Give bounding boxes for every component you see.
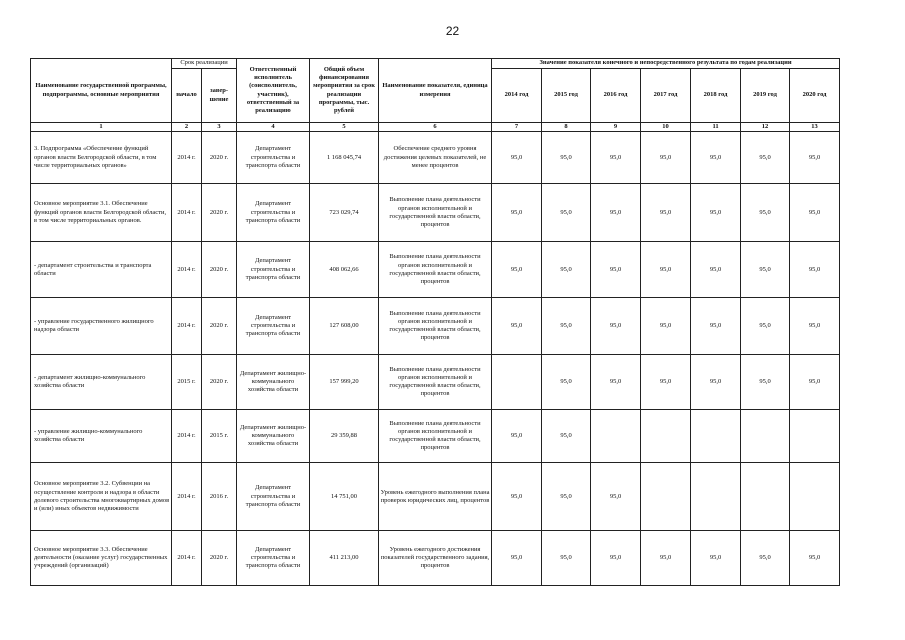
row-year-value: 95,0: [691, 132, 741, 184]
row-year-value: 95,0: [542, 463, 591, 531]
row-end: 2020 г.: [202, 298, 237, 355]
row-year-value: 95,0: [790, 242, 840, 298]
page-number: 22: [445, 24, 460, 38]
row-year-value: 95,0: [790, 132, 840, 184]
row-year-value: 95,0: [691, 298, 741, 355]
column-number: 10: [641, 123, 691, 132]
row-name: - управление жилищно-коммунального хозяйства области: [31, 410, 172, 463]
row-end: 2020 г.: [202, 355, 237, 410]
row-responsible: Департамент строительства и транспорта области: [237, 298, 310, 355]
row-year-value: 95,0: [790, 298, 840, 355]
row-year-value: 95,0: [591, 355, 641, 410]
row-start: 2014 г.: [172, 184, 202, 242]
row-start: 2014 г.: [172, 531, 202, 586]
row-year-value: 95,0: [691, 242, 741, 298]
row-year-value: [691, 410, 741, 463]
header-year: 2017 год: [641, 69, 691, 123]
row-year-value: [591, 410, 641, 463]
column-number: 5: [310, 123, 379, 132]
header-year: 2020 год: [790, 69, 840, 123]
row-start: 2015 г.: [172, 355, 202, 410]
row-year-value: 95,0: [790, 355, 840, 410]
row-financing: 29 359,88: [310, 410, 379, 463]
row-name: Основное мероприятие 3.1. Обеспечение функций органов власти Белгородской области, в том числе территориальных органов.: [31, 184, 172, 242]
table-row: [31, 463, 840, 531]
row-year-value: 95,0: [492, 184, 542, 242]
row-year-value: 95,0: [641, 531, 691, 586]
row-financing: 14 751,00: [310, 463, 379, 531]
header-row-1: [31, 59, 840, 69]
row-year-value: 95,0: [591, 184, 641, 242]
header-year: 2019 год: [741, 69, 790, 123]
column-number: 7: [492, 123, 542, 132]
header-year: 2015 год: [542, 69, 591, 123]
column-number: 12: [741, 123, 790, 132]
column-number: 3: [202, 123, 237, 132]
column-number: 1: [31, 123, 172, 132]
row-indicator: Выполнение плана деятельности органов исполнительной и государственной власти области, процентов: [379, 410, 492, 463]
header-year: 2018 год: [691, 69, 741, 123]
row-responsible: Департамент строительства и транспорта области: [237, 463, 310, 531]
row-year-value: 95,0: [741, 298, 790, 355]
row-indicator: Обеспечение среднего уровня достижения целевых показателей, не менее процентов: [379, 132, 492, 184]
row-end: 2020 г.: [202, 184, 237, 242]
row-year-value: [741, 463, 790, 531]
column-number: 9: [591, 123, 641, 132]
row-year-value: [741, 410, 790, 463]
row-end: 2020 г.: [202, 531, 237, 586]
row-year-value: [492, 355, 542, 410]
row-year-value: 95,0: [591, 531, 641, 586]
table-row: [31, 184, 840, 242]
row-year-value: 95,0: [591, 463, 641, 531]
column-number: 2: [172, 123, 202, 132]
row-year-value: 95,0: [790, 531, 840, 586]
row-indicator: Выполнение плана деятельности органов исполнительной и государственной власти области, процентов: [379, 355, 492, 410]
column-number: 6: [379, 123, 492, 132]
row-indicator: Выполнение плана деятельности органов исполнительной и государственной власти области, процентов: [379, 298, 492, 355]
row-financing: 157 999,20: [310, 355, 379, 410]
row-financing: 723 029,74: [310, 184, 379, 242]
table-row: [31, 132, 840, 184]
row-year-value: 95,0: [591, 298, 641, 355]
row-year-value: 95,0: [492, 531, 542, 586]
row-year-value: 95,0: [741, 242, 790, 298]
row-year-value: 95,0: [492, 410, 542, 463]
table-row: [31, 298, 840, 355]
row-year-value: 95,0: [691, 184, 741, 242]
row-year-value: 95,0: [641, 355, 691, 410]
row-year-value: 95,0: [691, 355, 741, 410]
row-financing: 411 213,00: [310, 531, 379, 586]
row-end: 2015 г.: [202, 410, 237, 463]
row-year-value: 95,0: [741, 132, 790, 184]
column-number: 11: [691, 123, 741, 132]
header-name: Наименование государственной программы, подпрограммы, основные мероприятия: [31, 59, 172, 123]
row-end: 2020 г.: [202, 132, 237, 184]
row-indicator: Уровень ежегодного достижения показателей государственного задания, процентов: [379, 531, 492, 586]
row-year-value: [691, 463, 741, 531]
row-year-value: 95,0: [591, 132, 641, 184]
row-start: 2014 г.: [172, 132, 202, 184]
row-responsible: Департамент строительства и транспорта области: [237, 531, 310, 586]
header-period-start: начало: [172, 69, 202, 123]
header-values-group: Значение показателя конечного и непосредственного результата по годам реализации: [492, 59, 840, 69]
row-responsible: Департамент строительства и транспорта области: [237, 184, 310, 242]
row-year-value: 95,0: [741, 531, 790, 586]
row-end: 2016 г.: [202, 463, 237, 531]
row-name: - департамент жилищно-коммунального хозяйства области: [31, 355, 172, 410]
row-year-value: [790, 463, 840, 531]
row-financing: 127 608,00: [310, 298, 379, 355]
column-number: 4: [237, 123, 310, 132]
row-year-value: 95,0: [492, 242, 542, 298]
row-year-value: 95,0: [542, 298, 591, 355]
row-year-value: 95,0: [542, 242, 591, 298]
row-year-value: 95,0: [542, 531, 591, 586]
row-name: Основное мероприятие 3.2. Субвенции на осуществление контроля и надзора в области долевого строительства многоквартирных домов и (или) иных объектов недвижимости: [31, 463, 172, 531]
row-year-value: 95,0: [641, 242, 691, 298]
row-year-value: 95,0: [591, 242, 641, 298]
row-indicator: Уровень ежегодного выполнения плана проверок юридических лиц, процентов: [379, 463, 492, 531]
row-end: 2020 г.: [202, 242, 237, 298]
row-year-value: [790, 410, 840, 463]
column-number: 13: [790, 123, 840, 132]
column-number-row: [31, 123, 840, 132]
column-number: 8: [542, 123, 591, 132]
row-year-value: 95,0: [641, 184, 691, 242]
row-start: 2014 г.: [172, 242, 202, 298]
row-name: - управление государственного жилищного надзора области: [31, 298, 172, 355]
row-year-value: 95,0: [741, 355, 790, 410]
row-start: 2014 г.: [172, 463, 202, 531]
header-responsible: Ответственный исполнитель (соисполнитель, участник), ответственный за реализацию: [237, 59, 310, 123]
row-responsible: Департамент строительства и транспорта области: [237, 242, 310, 298]
row-year-value: 95,0: [641, 132, 691, 184]
table-row: [31, 355, 840, 410]
row-responsible: Департамент строительства и транспорта области: [237, 132, 310, 184]
table-row: [31, 531, 840, 586]
header-indicator: Наименование показателя, единица измерения: [379, 59, 492, 123]
row-year-value: 95,0: [790, 184, 840, 242]
header-period: Срок реализации: [172, 59, 237, 69]
row-year-value: 95,0: [492, 298, 542, 355]
row-year-value: 95,0: [741, 184, 790, 242]
row-year-value: 95,0: [691, 531, 741, 586]
table-row: [31, 242, 840, 298]
program-table: [30, 58, 840, 586]
row-year-value: [641, 410, 691, 463]
row-responsible: Департамент жилищно-коммунального хозяйства области: [237, 410, 310, 463]
row-year-value: 95,0: [542, 184, 591, 242]
row-name: Основное мероприятие 3.3. Обеспечение деятельности (оказание услуг) государственных учреждений (организаций): [31, 531, 172, 586]
row-financing: 408 062,66: [310, 242, 379, 298]
row-responsible: Департамент жилищно-коммунального хозяйства области: [237, 355, 310, 410]
row-year-value: 95,0: [492, 463, 542, 531]
header-year: 2016 год: [591, 69, 641, 123]
row-start: 2014 г.: [172, 298, 202, 355]
header-period-end: завер-шение: [202, 69, 237, 123]
row-year-value: 95,0: [641, 298, 691, 355]
row-year-value: [641, 463, 691, 531]
row-start: 2014 г.: [172, 410, 202, 463]
row-financing: 1 168 045,74: [310, 132, 379, 184]
row-name: - департамент строительства и транспорта области: [31, 242, 172, 298]
row-year-value: 95,0: [542, 355, 591, 410]
row-name: 3. Подпрограмма «Обеспечение функций органов власти Белгородской области, в том числе территориальных органов»: [31, 132, 172, 184]
row-year-value: 95,0: [542, 410, 591, 463]
table-row: [31, 410, 840, 463]
row-year-value: 95,0: [542, 132, 591, 184]
row-indicator: Выполнение плана деятельности органов исполнительной и государственной власти области, процентов: [379, 242, 492, 298]
header-year: 2014 год: [492, 69, 542, 123]
header-financing: Общий объем финансирования мероприятия за срок реализации программы, тыс. рублей: [310, 59, 379, 123]
row-indicator: Выполнение плана деятельности органов исполнительной и государственной власти области, процентов: [379, 184, 492, 242]
row-year-value: 95,0: [492, 132, 542, 184]
